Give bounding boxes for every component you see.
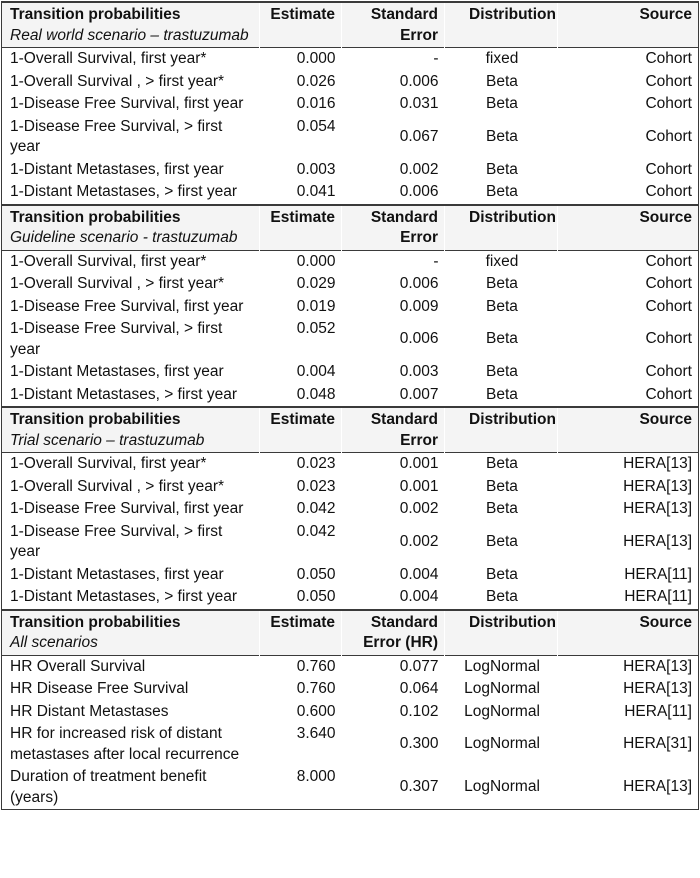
distribution-value: LogNormal xyxy=(464,680,540,697)
distribution-value: Beta xyxy=(486,500,518,517)
header-title: Transition probabilities xyxy=(10,613,181,631)
source-value: Cohort xyxy=(645,95,692,112)
table-row xyxy=(2,48,699,71)
standard-error-value: 0.004 xyxy=(399,565,439,583)
source-value: HERA[13] xyxy=(623,455,692,472)
distribution-value: Beta xyxy=(486,385,518,403)
source-value: Cohort xyxy=(645,330,692,348)
distribution-value: Beta xyxy=(486,330,518,348)
header-distribution: Distribution xyxy=(445,205,558,251)
distribution-value: Beta xyxy=(486,183,518,200)
standard-error-value: 0.002 xyxy=(399,532,439,550)
standard-error-value: 0.102 xyxy=(399,702,439,720)
table-row xyxy=(2,453,699,476)
parameter-label: 1-Disease Free Survival, > first year xyxy=(10,320,223,358)
estimate-value: 0.004 xyxy=(296,363,336,380)
standard-error-value: - xyxy=(433,50,439,67)
estimate-value: 0.760 xyxy=(296,657,336,675)
parameter-label: Duration of treatment benefit (years) xyxy=(10,768,207,806)
source-value: Cohort xyxy=(645,275,692,292)
header-estimate: Estimate xyxy=(260,205,342,251)
header-standard-error: Standard Error xyxy=(342,407,445,453)
header-label-cell xyxy=(2,2,260,48)
header-standard-error: Standard Error (HR) xyxy=(342,610,445,656)
distribution-value: fixed xyxy=(485,252,519,270)
source-value: Cohort xyxy=(645,72,692,90)
estimate-value: 0.042 xyxy=(296,522,336,540)
header-label-cell xyxy=(2,610,260,656)
source-value: HERA[13] xyxy=(623,477,692,495)
parameter-label: 1-Overall Survival , > first year* xyxy=(10,72,225,90)
parameter-label: HR Overall Survival xyxy=(10,657,146,675)
parameter-label: 1-Overall Survival , > first year* xyxy=(10,275,225,292)
standard-error-value: 0.001 xyxy=(399,455,439,472)
estimate-value: 0.026 xyxy=(296,72,336,90)
source-value: HERA[13] xyxy=(623,680,692,697)
header-estimate: Estimate xyxy=(260,610,342,656)
parameter-label: 1-Disease Free Survival, > first year xyxy=(10,117,223,155)
header-estimate: Estimate xyxy=(260,2,342,48)
source-value: HERA[11] xyxy=(624,588,692,605)
table-row xyxy=(2,250,699,273)
estimate-value: 0.016 xyxy=(296,95,336,112)
table-row xyxy=(2,93,699,116)
standard-error-value: 0.002 xyxy=(399,500,439,517)
distribution-value: LogNormal xyxy=(464,702,540,720)
parameter-label: 1-Distant Metastases, > first year xyxy=(10,385,237,403)
source-value: Cohort xyxy=(645,297,692,315)
distribution-value: Beta xyxy=(486,127,518,145)
section-header-row xyxy=(2,407,699,453)
estimate-value: 0.050 xyxy=(296,565,336,583)
estimate-value: 0.041 xyxy=(296,183,336,200)
estimate-value: 0.019 xyxy=(296,297,336,315)
table-row xyxy=(2,159,699,182)
table-row xyxy=(2,296,699,319)
header-standard-error: Standard Error xyxy=(342,2,445,48)
parameter-label: 1-Distant Metastases, first year xyxy=(10,363,224,380)
table-row xyxy=(2,384,699,408)
table-row xyxy=(2,586,699,610)
estimate-value: 3.640 xyxy=(296,725,336,742)
header-standard-error: Standard Error xyxy=(342,205,445,251)
source-value: Cohort xyxy=(645,160,692,178)
estimate-value: 0.054 xyxy=(296,117,336,135)
estimate-value: 0.050 xyxy=(296,588,336,605)
header-title: Transition probabilities xyxy=(10,208,181,226)
standard-error-value: 0.007 xyxy=(399,385,439,403)
source-value: Cohort xyxy=(645,183,692,200)
estimate-value: 0.003 xyxy=(296,160,336,178)
parameter-label: 1-Overall Survival , > first year* xyxy=(10,477,225,495)
estimate-value: 0.600 xyxy=(296,702,336,720)
distribution-value: LogNormal xyxy=(464,657,540,675)
distribution-value: Beta xyxy=(486,72,518,90)
parameter-label: 1-Disease Free Survival, first year xyxy=(10,95,244,112)
source-value: HERA[13] xyxy=(623,657,692,675)
parameter-label: 1-Overall Survival, first year* xyxy=(10,455,207,472)
header-source: Source xyxy=(558,205,699,251)
parameter-label: 1-Distant Metastases, first year xyxy=(10,565,224,583)
table-row xyxy=(2,678,699,701)
source-value: Cohort xyxy=(645,363,692,380)
table-row xyxy=(2,116,699,159)
source-value: HERA[31] xyxy=(623,735,692,753)
header-source: Source xyxy=(558,610,699,656)
scenario-subtitle: Trial scenario – trastuzumab xyxy=(10,431,205,449)
table-row xyxy=(2,476,699,499)
standard-error-value: 0.067 xyxy=(399,127,439,145)
estimate-value: 8.000 xyxy=(296,768,336,785)
table-row xyxy=(2,318,699,361)
standard-error-value: - xyxy=(433,252,439,270)
scenario-subtitle: All scenarios xyxy=(10,634,98,651)
standard-error-value: 0.003 xyxy=(399,363,439,380)
estimate-value: 0.760 xyxy=(296,680,336,697)
table-row xyxy=(2,71,699,94)
parameter-label: 1-Overall Survival, first year* xyxy=(10,252,207,270)
table-row xyxy=(2,521,699,564)
source-value: HERA[11] xyxy=(624,565,692,583)
section-header-row xyxy=(2,205,699,251)
standard-error-value: 0.031 xyxy=(399,95,439,112)
distribution-value: Beta xyxy=(486,363,518,380)
source-value: HERA[13] xyxy=(623,500,692,517)
distribution-value: fixed xyxy=(485,50,519,67)
distribution-value: Beta xyxy=(486,477,518,495)
estimate-value: 0.052 xyxy=(296,320,336,337)
distribution-value: LogNormal xyxy=(464,735,540,753)
transition-probabilities-table xyxy=(1,1,699,810)
source-value: Cohort xyxy=(645,127,692,145)
header-title: Transition probabilities xyxy=(10,411,181,428)
estimate-value: 0.000 xyxy=(296,50,336,67)
parameter-label: 1-Overall Survival, first year* xyxy=(10,50,207,67)
standard-error-value: 0.006 xyxy=(399,330,439,348)
header-source: Source xyxy=(558,2,699,48)
distribution-value: Beta xyxy=(486,455,518,472)
header-label-cell xyxy=(2,407,260,453)
source-value: Cohort xyxy=(645,385,692,403)
section-header-row xyxy=(2,610,699,656)
standard-error-value: 0.004 xyxy=(399,588,439,605)
standard-error-value: 0.006 xyxy=(399,183,439,200)
estimate-value: 0.042 xyxy=(296,500,336,517)
table-row xyxy=(2,498,699,521)
estimate-value: 0.048 xyxy=(296,385,336,403)
estimate-value: 0.029 xyxy=(296,275,336,292)
table-row xyxy=(2,723,699,766)
header-distribution: Distribution xyxy=(445,610,558,656)
header-estimate: Estimate xyxy=(260,407,342,453)
standard-error-value: 0.064 xyxy=(399,680,439,697)
source-value: Cohort xyxy=(645,252,692,270)
table-row xyxy=(2,273,699,296)
standard-error-value: 0.002 xyxy=(399,160,439,178)
standard-error-value: 0.009 xyxy=(399,297,439,315)
scenario-subtitle: Real world scenario – trastuzumab xyxy=(10,26,249,44)
parameter-label: 1-Distant Metastases, > first year xyxy=(10,183,237,200)
distribution-value: Beta xyxy=(486,565,518,583)
parameter-label: HR Disease Free Survival xyxy=(10,680,189,697)
header-title: Transition probabilities xyxy=(10,6,181,23)
distribution-value: LogNormal xyxy=(464,778,540,796)
scenario-subtitle: Guideline scenario - trastuzumab xyxy=(10,229,238,246)
source-value: HERA[13] xyxy=(623,532,692,550)
parameter-label: HR for increased risk of distant metastases after local recurrence xyxy=(10,725,240,763)
table-row xyxy=(2,701,699,724)
distribution-value: Beta xyxy=(486,160,518,178)
standard-error-value: 0.006 xyxy=(399,72,439,90)
source-value: HERA[11] xyxy=(624,702,692,720)
source-value: Cohort xyxy=(645,50,692,67)
distribution-value: Beta xyxy=(486,532,518,550)
parameter-label: 1-Disease Free Survival, first year xyxy=(10,297,244,315)
parameter-label: 1-Distant Metastases, first year xyxy=(10,160,224,178)
parameter-label: 1-Disease Free Survival, first year xyxy=(10,500,244,517)
table-row xyxy=(2,766,699,810)
table-row xyxy=(2,361,699,384)
header-distribution: Distribution xyxy=(445,407,558,453)
section-header-row xyxy=(2,2,699,48)
table-row xyxy=(2,181,699,205)
standard-error-value: 0.001 xyxy=(399,477,439,495)
standard-error-value: 0.307 xyxy=(399,778,439,796)
estimate-value: 0.000 xyxy=(296,252,336,270)
distribution-value: Beta xyxy=(486,297,518,315)
header-source: Source xyxy=(558,407,699,453)
distribution-value: Beta xyxy=(486,95,518,112)
header-label-cell xyxy=(2,205,260,251)
distribution-value: Beta xyxy=(486,275,518,292)
table-row xyxy=(2,655,699,678)
parameter-label: HR Distant Metastases xyxy=(10,702,169,720)
standard-error-value: 0.006 xyxy=(399,275,439,292)
parameter-label: 1-Distant Metastases, > first year xyxy=(10,588,237,605)
estimate-value: 0.023 xyxy=(296,477,336,495)
header-distribution: Distribution xyxy=(445,2,558,48)
source-value: HERA[13] xyxy=(623,778,692,796)
parameter-label: 1-Disease Free Survival, > first year xyxy=(10,522,223,560)
standard-error-value: 0.300 xyxy=(399,735,439,753)
standard-error-value: 0.077 xyxy=(399,657,439,675)
distribution-value: Beta xyxy=(486,588,518,605)
table-row xyxy=(2,564,699,587)
estimate-value: 0.023 xyxy=(296,455,336,472)
